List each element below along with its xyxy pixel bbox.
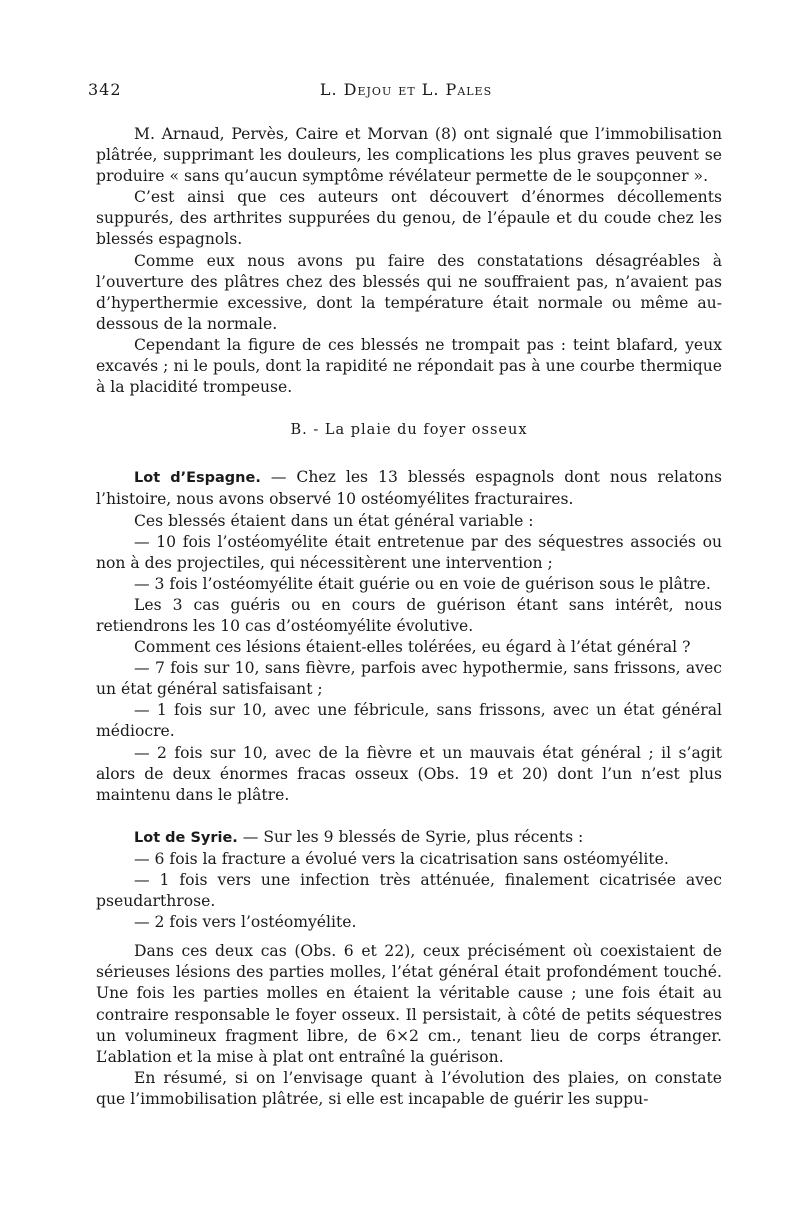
- dash-item: — 2 fois vers l’ostéomyélite.: [134, 913, 357, 932]
- paragraph: Comme eux nous avons pu faire des constatations désagréables à l’ouverture des plâtres chez des blessés qui ne souffraient pas, n’avaient pas d’hyperthermie excessive, dont la température était normale ou même au-dessous de la normale.: [96, 251, 722, 333]
- paragraph: Comment ces lésions étaient-elles tolérées, eu égard à l’état général ?: [134, 638, 691, 657]
- paragraph: Les 3 cas guéris ou en cours de guérison étant sans intérêt, nous retiendrons les 10 cas d’ostéomyélite évolutive.: [96, 595, 722, 635]
- dash-item: — 2 fois sur 10, avec de la fièvre et un mauvais état général ; il s’agit alors de deux énormes fracas osseux (Obs. 19 et 20) dont l’un n’est plus maintenu dans le plâtre.: [96, 743, 722, 804]
- page-number: 342: [88, 80, 122, 99]
- lot-espagne-lead-text: — Chez les 13 blessés espagnols dont nous relatons l’histoire, nous avons observé 10 ostéomyélites fracturaires.: [96, 468, 722, 509]
- dash-item: — 10 fois l’ostéomyélite était entretenue par des séquestres associés ou non à des projectiles, qui nécessitèrent une intervention ;: [96, 532, 722, 572]
- dash-item: — 6 fois la fracture a évolué vers la cicatrisation sans ostéomyélite.: [134, 849, 669, 868]
- dash-item: — 1 fois sur 10, avec une fébricule, sans frissons, avec un état général médiocre.: [96, 701, 722, 741]
- spacer: [96, 933, 722, 941]
- body-text: [96, 124, 722, 1110]
- dash-item: — 1 fois vers une infection très atténuée, finalement cicatrisée avec pseudarthrose.: [96, 871, 722, 911]
- paragraph: En résumé, si on l’envisage quant à l’évolution des plaies, on constate que l’immobilisation plâtrée, si elle est incapable de guérir les suppu-: [96, 1068, 722, 1108]
- page-header: [88, 80, 724, 104]
- lot-espagne-lead: [96, 467, 722, 510]
- paragraph: Cependant la figure de ces blessés ne trompait pas : teint blafard, yeux excavés ; ni le pouls, dont la rapidité ne répondait pas à une courbe thermique à la placidité trompeuse.: [96, 335, 722, 397]
- dash-item: — 3 fois l’ostéomyélite était guérie ou en voie de guérison sous le plâtre.: [134, 574, 711, 593]
- dash-item: — 7 fois sur 10, sans fièvre, parfois avec hypothermie, sans frissons, avec un état général satisfaisant ;: [96, 659, 722, 699]
- spacer: [96, 806, 722, 827]
- running-head: L. Dejou et L. Pales: [319, 80, 493, 99]
- section-title: B. - La plaie du foyer osseux: [290, 422, 528, 439]
- lot-espagne-label: Lot d’Espagne.: [134, 470, 261, 487]
- paragraph: C’est ainsi que ces auteurs ont découvert d’énormes décollements suppurés, des arthrites suppurées du genou, de l’épaule et du coude chez les blessés espagnols.: [96, 188, 722, 249]
- paragraph: M. Arnaud, Pervès, Caire et Morvan (8) ont signalé que l’immobilisation plâtrée, supprimant les douleurs, les complications les plus graves peuvent se produire « sans qu’aucun symptôme révélateur permette de le soupçonner ».: [96, 125, 722, 186]
- lot-syrie-lead: [96, 827, 722, 849]
- paragraph: Dans ces deux cas (Obs. 6 et 22), ceux précisément où coexistaient de sérieuses lésions des parties molles, l’état général était profondément touché. Une fois les parties molles en étaient la véritable cause ; une fois était au contraire responsable le foyer osseux. Il persistait, à côté de petits séquestres un volumineux fragment libre, de 6×2 cm., tenant lieu de corps étranger. L’ablation et la mise à plat ont entraîné la guérison.: [96, 942, 722, 1066]
- lot-syrie-label: Lot de Syrie.: [134, 829, 238, 846]
- paragraph: Ces blessés étaient dans un état général variable :: [134, 511, 534, 530]
- lot-syrie-lead-text: — Sur les 9 blessés de Syrie, plus récents :: [237, 827, 584, 846]
